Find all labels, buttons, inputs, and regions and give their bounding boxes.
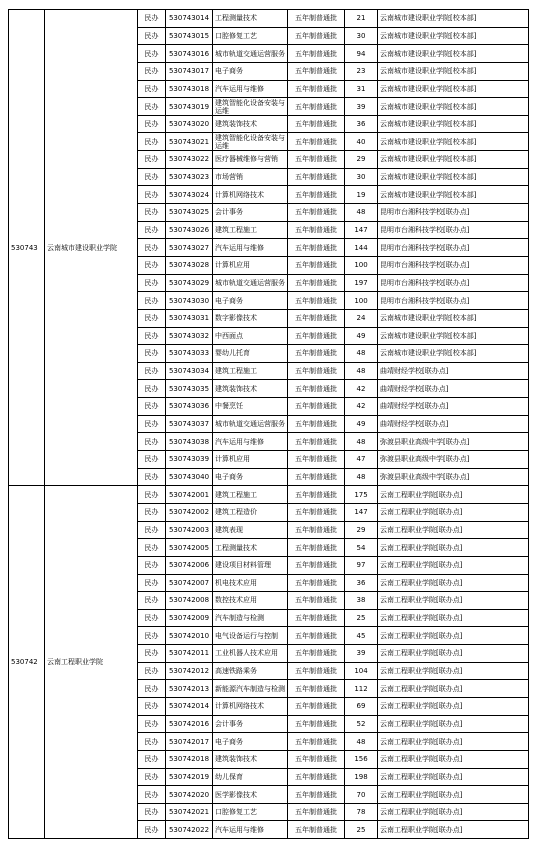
major-code-cell: 530743014 [166, 10, 213, 28]
major-name-cell: 汽车运用与维修 [213, 80, 288, 98]
plan-count-cell: 30 [345, 27, 378, 45]
plan-count-cell: 197 [345, 274, 378, 292]
admission-batch-cell: 五年制普通批 [288, 221, 345, 239]
major-name-cell: 汽车制造与检测 [213, 609, 288, 627]
plan-count-cell: 48 [345, 468, 378, 486]
admission-batch-cell: 五年制普通批 [288, 380, 345, 398]
study-site-cell: 曲靖财经学校[联办点] [378, 362, 529, 380]
major-name-cell: 计算机网络技术 [213, 697, 288, 715]
school-nature-cell: 民办 [138, 62, 166, 80]
school-nature-cell: 民办 [138, 733, 166, 751]
admission-batch-cell: 五年制普通批 [288, 256, 345, 274]
major-name-cell: 工程测量技术 [213, 539, 288, 557]
admission-batch-cell: 五年制普通批 [288, 80, 345, 98]
plan-count-cell: 36 [345, 115, 378, 133]
school-code-cell: 530743 [9, 10, 45, 486]
major-name-cell: 工程测量技术 [213, 10, 288, 28]
admission-batch-cell: 五年制普通批 [288, 821, 345, 839]
school-nature-cell: 民办 [138, 133, 166, 151]
admission-batch-cell: 五年制普通批 [288, 345, 345, 363]
school-nature-cell: 民办 [138, 292, 166, 310]
plan-count-cell: 70 [345, 786, 378, 804]
plan-count-cell: 52 [345, 715, 378, 733]
major-name-cell: 建筑工程造价 [213, 503, 288, 521]
major-name-cell: 城市轨道交通运营服务 [213, 45, 288, 63]
major-code-cell: 530742013 [166, 680, 213, 698]
admission-batch-cell: 五年制普通批 [288, 556, 345, 574]
school-nature-cell: 民办 [138, 186, 166, 204]
plan-count-cell: 39 [345, 98, 378, 116]
plan-count-cell: 45 [345, 627, 378, 645]
plan-count-cell: 175 [345, 486, 378, 504]
school-nature-cell: 民办 [138, 221, 166, 239]
major-code-cell: 530743034 [166, 362, 213, 380]
enrollment-plan-table-body [9, 10, 529, 839]
major-name-cell: 中西面点 [213, 327, 288, 345]
study-site-cell: 云南工程职业学院[联办点] [378, 803, 529, 821]
major-name-cell: 建设项目材料管理 [213, 556, 288, 574]
school-nature-cell: 民办 [138, 662, 166, 680]
school-nature-cell: 民办 [138, 98, 166, 116]
major-name-cell: 高速铁路乘务 [213, 662, 288, 680]
major-code-cell: 530742021 [166, 803, 213, 821]
major-code-cell: 530742017 [166, 733, 213, 751]
major-name-cell: 中餐烹饪 [213, 398, 288, 416]
major-name-cell: 建筑表现 [213, 521, 288, 539]
admission-batch-cell: 五年制普通批 [288, 521, 345, 539]
plan-count-cell: 48 [345, 733, 378, 751]
major-name-cell: 建筑工程施工 [213, 486, 288, 504]
major-code-cell: 530742019 [166, 768, 213, 786]
school-nature-cell: 民办 [138, 27, 166, 45]
major-code-cell: 530743022 [166, 151, 213, 169]
study-site-cell: 云南城市建设职业学院[校本部] [378, 168, 529, 186]
study-site-cell: 云南工程职业学院[联办点] [378, 539, 529, 557]
admission-batch-cell: 五年制普通批 [288, 292, 345, 310]
admission-batch-cell: 五年制普通批 [288, 715, 345, 733]
study-site-cell: 弥渡县职业高级中学[联办点] [378, 468, 529, 486]
major-name-cell: 会计事务 [213, 715, 288, 733]
study-site-cell: 曲靖财经学校[联办点] [378, 380, 529, 398]
admission-batch-cell: 五年制普通批 [288, 786, 345, 804]
major-name-cell: 口腔修复工艺 [213, 803, 288, 821]
plan-count-cell: 69 [345, 697, 378, 715]
admission-batch-cell: 五年制普通批 [288, 10, 345, 28]
admission-batch-cell: 五年制普通批 [288, 662, 345, 680]
major-code-cell: 530743015 [166, 27, 213, 45]
table-row [9, 10, 529, 28]
school-nature-cell: 民办 [138, 115, 166, 133]
admission-batch-cell: 五年制普通批 [288, 362, 345, 380]
school-nature-cell: 民办 [138, 345, 166, 363]
admission-batch-cell: 五年制普通批 [288, 186, 345, 204]
major-name-cell: 市场营销 [213, 168, 288, 186]
study-site-cell: 云南工程职业学院[联办点] [378, 697, 529, 715]
major-code-cell: 530743032 [166, 327, 213, 345]
school-nature-cell: 民办 [138, 680, 166, 698]
major-code-cell: 530742006 [166, 556, 213, 574]
admission-batch-cell: 五年制普通批 [288, 697, 345, 715]
school-nature-cell: 民办 [138, 327, 166, 345]
plan-count-cell: 25 [345, 609, 378, 627]
study-site-cell: 云南工程职业学院[联办点] [378, 592, 529, 610]
major-code-cell: 530742009 [166, 609, 213, 627]
school-nature-cell: 民办 [138, 10, 166, 28]
major-name-cell: 电子商务 [213, 468, 288, 486]
study-site-cell: 云南工程职业学院[联办点] [378, 503, 529, 521]
plan-count-cell: 94 [345, 45, 378, 63]
school-nature-cell: 民办 [138, 715, 166, 733]
plan-count-cell: 31 [345, 80, 378, 98]
plan-count-cell: 19 [345, 186, 378, 204]
major-code-cell: 530743025 [166, 204, 213, 222]
major-code-cell: 530742011 [166, 645, 213, 663]
school-nature-cell: 民办 [138, 362, 166, 380]
major-name-cell: 城市轨道交通运营服务 [213, 274, 288, 292]
study-site-cell: 弥渡县职业高级中学[联办点] [378, 451, 529, 469]
admission-batch-cell: 五年制普通批 [288, 451, 345, 469]
admission-batch-cell: 五年制普通批 [288, 627, 345, 645]
school-nature-cell: 民办 [138, 256, 166, 274]
admission-batch-cell: 五年制普通批 [288, 398, 345, 416]
plan-count-cell: 48 [345, 433, 378, 451]
school-nature-cell: 民办 [138, 521, 166, 539]
study-site-cell: 云南工程职业学院[联办点] [378, 609, 529, 627]
admission-batch-cell: 五年制普通批 [288, 274, 345, 292]
study-site-cell: 云南工程职业学院[联办点] [378, 821, 529, 839]
study-site-cell: 云南工程职业学院[联办点] [378, 768, 529, 786]
major-name-cell: 计算机网络技术 [213, 186, 288, 204]
plan-count-cell: 97 [345, 556, 378, 574]
major-name-cell: 医学影像技术 [213, 786, 288, 804]
school-nature-cell: 民办 [138, 503, 166, 521]
school-nature-cell: 民办 [138, 380, 166, 398]
major-code-cell: 530742005 [166, 539, 213, 557]
major-code-cell: 530743035 [166, 380, 213, 398]
school-nature-cell: 民办 [138, 750, 166, 768]
study-site-cell: 云南城市建设职业学院[校本部] [378, 98, 529, 116]
major-name-cell: 医疗器械维修与营销 [213, 151, 288, 169]
major-name-cell: 口腔修复工艺 [213, 27, 288, 45]
admission-batch-cell: 五年制普通批 [288, 27, 345, 45]
major-code-cell: 530742010 [166, 627, 213, 645]
study-site-cell: 曲靖财经学校[联办点] [378, 415, 529, 433]
plan-count-cell: 30 [345, 168, 378, 186]
school-nature-cell: 民办 [138, 821, 166, 839]
study-site-cell: 云南工程职业学院[联办点] [378, 786, 529, 804]
school-nature-cell: 民办 [138, 609, 166, 627]
admission-batch-cell: 五年制普通批 [288, 204, 345, 222]
study-site-cell: 昆明市台湘科技学校[联办点] [378, 256, 529, 274]
plan-count-cell: 47 [345, 451, 378, 469]
school-nature-cell: 民办 [138, 768, 166, 786]
school-code-cell: 530742 [9, 486, 45, 839]
major-code-cell: 530743036 [166, 398, 213, 416]
study-site-cell: 弥渡县职业高级中学[联办点] [378, 433, 529, 451]
major-name-cell: 汽车运用与维修 [213, 821, 288, 839]
school-nature-cell: 民办 [138, 274, 166, 292]
major-code-cell: 530743029 [166, 274, 213, 292]
plan-count-cell: 198 [345, 768, 378, 786]
major-name-cell: 汽车运用与维修 [213, 433, 288, 451]
school-nature-cell: 民办 [138, 803, 166, 821]
plan-count-cell: 100 [345, 256, 378, 274]
study-site-cell: 昆明市台湘科技学校[联办点] [378, 204, 529, 222]
major-code-cell: 530742012 [166, 662, 213, 680]
plan-count-cell: 156 [345, 750, 378, 768]
admission-batch-cell: 五年制普通批 [288, 503, 345, 521]
admission-batch-cell: 五年制普通批 [288, 168, 345, 186]
school-nature-cell: 民办 [138, 574, 166, 592]
major-name-cell: 电子商务 [213, 62, 288, 80]
major-name-cell: 会计事务 [213, 204, 288, 222]
plan-count-cell: 29 [345, 521, 378, 539]
admission-batch-cell: 五年制普通批 [288, 327, 345, 345]
school-nature-cell: 民办 [138, 697, 166, 715]
major-code-cell: 530743033 [166, 345, 213, 363]
plan-count-cell: 48 [345, 345, 378, 363]
major-code-cell: 530742022 [166, 821, 213, 839]
admission-batch-cell: 五年制普通批 [288, 803, 345, 821]
study-site-cell: 云南城市建设职业学院[校本部] [378, 10, 529, 28]
major-code-cell: 530742014 [166, 697, 213, 715]
study-site-cell: 云南城市建设职业学院[校本部] [378, 27, 529, 45]
admission-batch-cell: 五年制普通批 [288, 609, 345, 627]
major-code-cell: 530742001 [166, 486, 213, 504]
major-name-cell: 电子商务 [213, 292, 288, 310]
plan-count-cell: 144 [345, 239, 378, 257]
plan-count-cell: 40 [345, 133, 378, 151]
admission-batch-cell: 五年制普通批 [288, 151, 345, 169]
major-name-cell: 建筑智能化设备安装与运维 [213, 133, 288, 151]
plan-count-cell: 147 [345, 503, 378, 521]
major-code-cell: 530743017 [166, 62, 213, 80]
school-nature-cell: 民办 [138, 204, 166, 222]
school-nature-cell: 民办 [138, 592, 166, 610]
school-nature-cell: 民办 [138, 627, 166, 645]
major-code-cell: 530742018 [166, 750, 213, 768]
study-site-cell: 云南工程职业学院[联办点] [378, 662, 529, 680]
major-name-cell: 建筑装饰技术 [213, 115, 288, 133]
admission-batch-cell: 五年制普通批 [288, 45, 345, 63]
enrollment-plan-table [8, 9, 529, 839]
study-site-cell: 云南工程职业学院[联办点] [378, 645, 529, 663]
plan-count-cell: 112 [345, 680, 378, 698]
study-site-cell: 云南城市建设职业学院[校本部] [378, 115, 529, 133]
admission-batch-cell: 五年制普通批 [288, 62, 345, 80]
plan-count-cell: 24 [345, 309, 378, 327]
plan-count-cell: 78 [345, 803, 378, 821]
plan-count-cell: 48 [345, 362, 378, 380]
plan-count-cell: 100 [345, 292, 378, 310]
major-code-cell: 530743023 [166, 168, 213, 186]
admission-batch-cell: 五年制普通批 [288, 433, 345, 451]
table-row [9, 486, 529, 504]
admission-batch-cell: 五年制普通批 [288, 680, 345, 698]
major-name-cell: 数控技术应用 [213, 592, 288, 610]
admission-batch-cell: 五年制普通批 [288, 468, 345, 486]
plan-count-cell: 49 [345, 327, 378, 345]
school-nature-cell: 民办 [138, 433, 166, 451]
admission-batch-cell: 五年制普通批 [288, 115, 345, 133]
study-site-cell: 云南工程职业学院[联办点] [378, 521, 529, 539]
admission-batch-cell: 五年制普通批 [288, 592, 345, 610]
major-code-cell: 530743024 [166, 186, 213, 204]
major-code-cell: 530743019 [166, 98, 213, 116]
major-code-cell: 530743037 [166, 415, 213, 433]
plan-count-cell: 38 [345, 592, 378, 610]
study-site-cell: 云南城市建设职业学院[校本部] [378, 80, 529, 98]
plan-count-cell: 48 [345, 204, 378, 222]
admission-batch-cell: 五年制普通批 [288, 98, 345, 116]
study-site-cell: 云南城市建设职业学院[校本部] [378, 133, 529, 151]
study-site-cell: 云南城市建设职业学院[校本部] [378, 309, 529, 327]
major-name-cell: 建筑智能化设备安装与运维 [213, 98, 288, 116]
major-name-cell: 幼儿保育 [213, 768, 288, 786]
admission-batch-cell: 五年制普通批 [288, 574, 345, 592]
plan-count-cell: 49 [345, 415, 378, 433]
admission-batch-cell: 五年制普通批 [288, 539, 345, 557]
study-site-cell: 云南城市建设职业学院[校本部] [378, 151, 529, 169]
study-site-cell: 云南工程职业学院[联办点] [378, 715, 529, 733]
study-site-cell: 云南城市建设职业学院[校本部] [378, 45, 529, 63]
school-nature-cell: 民办 [138, 451, 166, 469]
school-name-cell: 云南城市建设职业学院 [45, 10, 138, 486]
school-nature-cell: 民办 [138, 645, 166, 663]
major-name-cell: 电子商务 [213, 733, 288, 751]
study-site-cell: 云南工程职业学院[联办点] [378, 556, 529, 574]
school-nature-cell: 民办 [138, 415, 166, 433]
major-name-cell: 工业机器人技术应用 [213, 645, 288, 663]
major-code-cell: 530743026 [166, 221, 213, 239]
plan-count-cell: 29 [345, 151, 378, 169]
admission-batch-cell: 五年制普通批 [288, 309, 345, 327]
school-nature-cell: 民办 [138, 786, 166, 804]
admission-batch-cell: 五年制普通批 [288, 415, 345, 433]
major-code-cell: 530742002 [166, 503, 213, 521]
study-site-cell: 云南城市建设职业学院[校本部] [378, 186, 529, 204]
major-code-cell: 530743038 [166, 433, 213, 451]
major-name-cell: 建筑装饰技术 [213, 750, 288, 768]
study-site-cell: 云南工程职业学院[联办点] [378, 627, 529, 645]
study-site-cell: 昆明市台湘科技学校[联办点] [378, 239, 529, 257]
admission-batch-cell: 五年制普通批 [288, 733, 345, 751]
school-nature-cell: 民办 [138, 80, 166, 98]
study-site-cell: 云南工程职业学院[联办点] [378, 574, 529, 592]
plan-count-cell: 147 [345, 221, 378, 239]
major-code-cell: 530743021 [166, 133, 213, 151]
study-site-cell: 曲靖财经学校[联办点] [378, 398, 529, 416]
admission-batch-cell: 五年制普通批 [288, 750, 345, 768]
school-nature-cell: 民办 [138, 239, 166, 257]
school-nature-cell: 民办 [138, 398, 166, 416]
major-code-cell: 530743039 [166, 451, 213, 469]
major-code-cell: 530743027 [166, 239, 213, 257]
study-site-cell: 昆明市台湘科技学校[联办点] [378, 292, 529, 310]
major-code-cell: 530742007 [166, 574, 213, 592]
major-code-cell: 530743016 [166, 45, 213, 63]
admission-batch-cell: 五年制普通批 [288, 239, 345, 257]
plan-count-cell: 42 [345, 380, 378, 398]
major-name-cell: 新能源汽车制造与检测 [213, 680, 288, 698]
plan-count-cell: 42 [345, 398, 378, 416]
plan-count-cell: 104 [345, 662, 378, 680]
study-site-cell: 云南工程职业学院[联办点] [378, 733, 529, 751]
major-name-cell: 计算机应用 [213, 256, 288, 274]
school-nature-cell: 民办 [138, 45, 166, 63]
school-nature-cell: 民办 [138, 151, 166, 169]
enrollment-plan-document [8, 9, 528, 839]
admission-batch-cell: 五年制普通批 [288, 133, 345, 151]
plan-count-cell: 21 [345, 10, 378, 28]
major-name-cell: 城市轨道交通运营服务 [213, 415, 288, 433]
school-nature-cell: 民办 [138, 309, 166, 327]
school-name-cell: 云南工程职业学院 [45, 486, 138, 839]
major-name-cell: 婴幼儿托育 [213, 345, 288, 363]
study-site-cell: 昆明市台湘科技学校[联办点] [378, 221, 529, 239]
school-nature-cell: 民办 [138, 539, 166, 557]
study-site-cell: 云南工程职业学院[联办点] [378, 750, 529, 768]
major-code-cell: 530742008 [166, 592, 213, 610]
study-site-cell: 云南城市建设职业学院[校本部] [378, 327, 529, 345]
school-nature-cell: 民办 [138, 556, 166, 574]
major-code-cell: 530743028 [166, 256, 213, 274]
plan-count-cell: 23 [345, 62, 378, 80]
major-name-cell: 建筑装饰技术 [213, 380, 288, 398]
major-code-cell: 530742003 [166, 521, 213, 539]
study-site-cell: 云南工程职业学院[联办点] [378, 680, 529, 698]
study-site-cell: 昆明市台湘科技学校[联办点] [378, 274, 529, 292]
admission-batch-cell: 五年制普通批 [288, 768, 345, 786]
major-name-cell: 数字影像技术 [213, 309, 288, 327]
admission-batch-cell: 五年制普通批 [288, 486, 345, 504]
major-code-cell: 530743031 [166, 309, 213, 327]
school-nature-cell: 民办 [138, 486, 166, 504]
plan-count-cell: 25 [345, 821, 378, 839]
major-code-cell: 530743040 [166, 468, 213, 486]
major-name-cell: 汽车运用与维修 [213, 239, 288, 257]
major-name-cell: 建筑工程施工 [213, 362, 288, 380]
admission-batch-cell: 五年制普通批 [288, 645, 345, 663]
school-nature-cell: 民办 [138, 168, 166, 186]
major-name-cell: 计算机应用 [213, 451, 288, 469]
major-code-cell: 530743018 [166, 80, 213, 98]
plan-count-cell: 39 [345, 645, 378, 663]
study-site-cell: 云南工程职业学院[联办点] [378, 486, 529, 504]
major-code-cell: 530742016 [166, 715, 213, 733]
major-name-cell: 建筑工程施工 [213, 221, 288, 239]
major-code-cell: 530742020 [166, 786, 213, 804]
major-name-cell: 机电技术应用 [213, 574, 288, 592]
plan-count-cell: 54 [345, 539, 378, 557]
study-site-cell: 云南城市建设职业学院[校本部] [378, 62, 529, 80]
major-name-cell: 电气设备运行与控制 [213, 627, 288, 645]
major-code-cell: 530743030 [166, 292, 213, 310]
study-site-cell: 云南城市建设职业学院[校本部] [378, 345, 529, 363]
major-code-cell: 530743020 [166, 115, 213, 133]
plan-count-cell: 36 [345, 574, 378, 592]
school-nature-cell: 民办 [138, 468, 166, 486]
